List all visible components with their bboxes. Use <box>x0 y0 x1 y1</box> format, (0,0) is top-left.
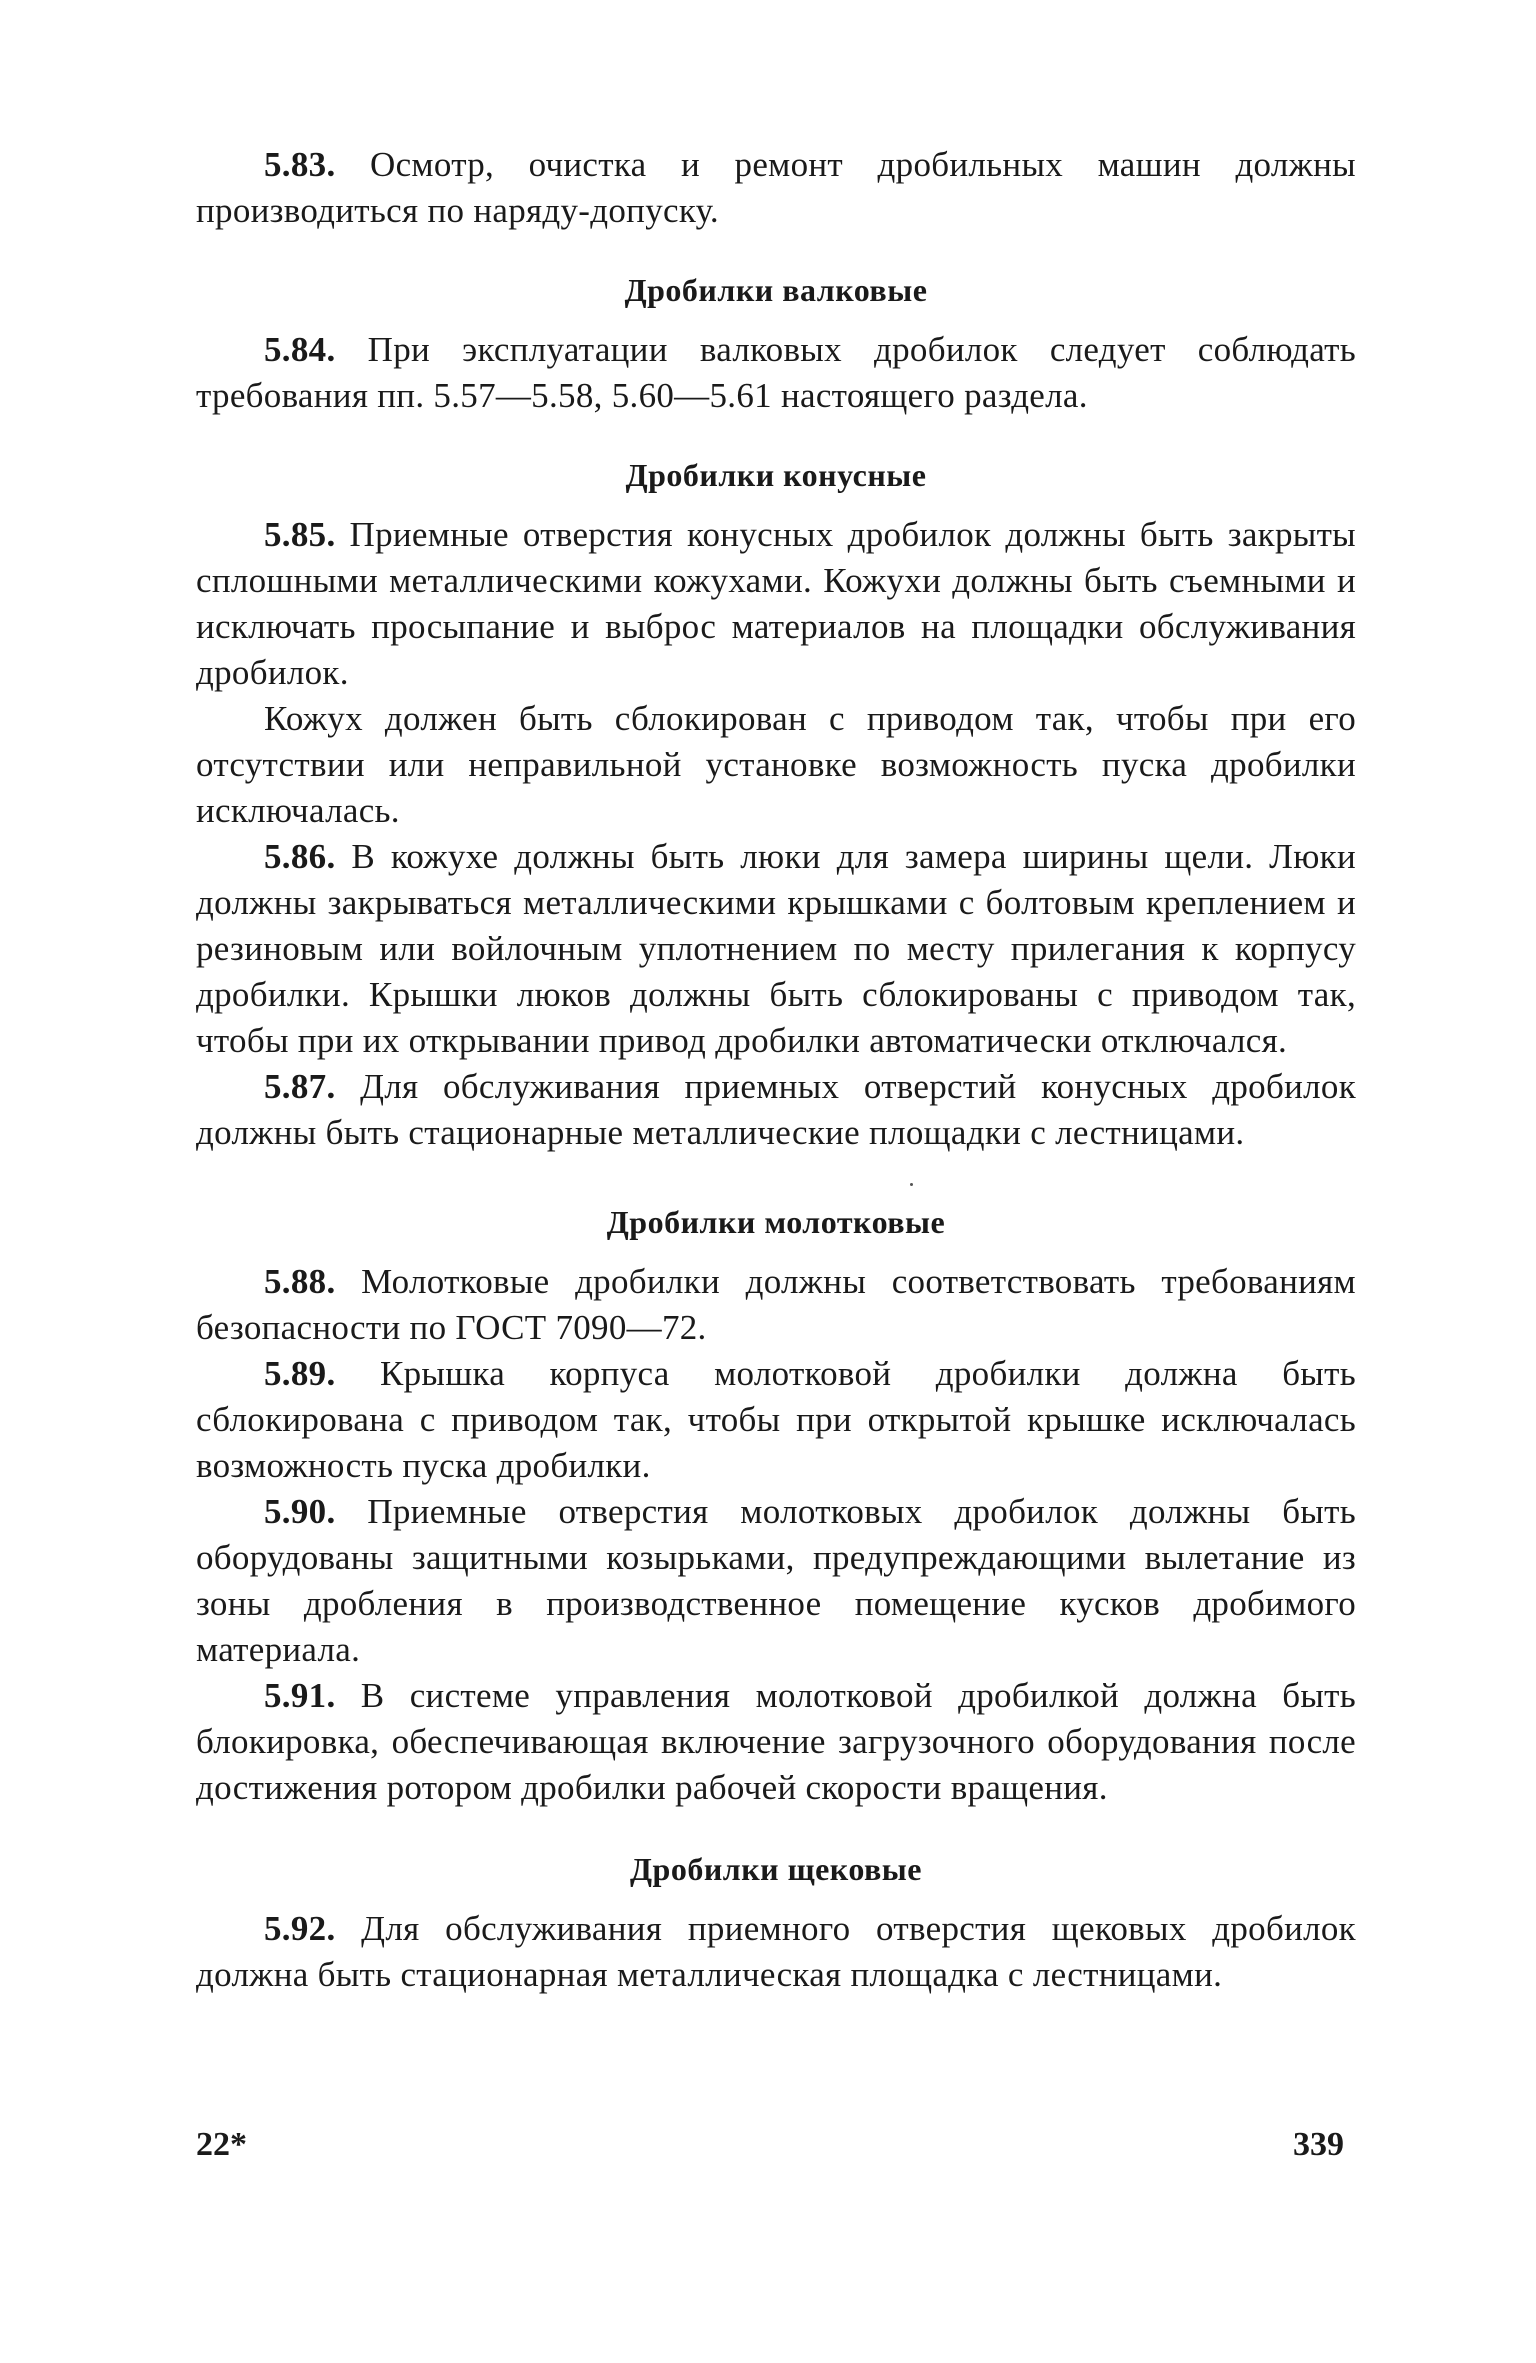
section-heading-cone-crushers: Дробилки конусные <box>625 457 927 493</box>
paragraph-text: Осмотр, очистка и ремонт дробильных машин должны производиться по наряду-допуску. <box>196 145 1356 230</box>
clause-number: 5.91. <box>264 1676 336 1715</box>
clause-number: 5.84. <box>264 330 336 369</box>
paragraph-5-88 <box>196 1259 1356 1351</box>
paragraph-text: В системе управления молотковой дробилкой должна быть блокировка, обеспечивающая включение загрузочного оборудования после достижения ротором дробилки рабочей скорости вращения. <box>196 1676 1356 1807</box>
paragraph-text: При эксплуатации валковых дробилок следует соблюдать требования пп. 5.57—5.58, 5.60—5.61 настоящего раздела. <box>196 330 1356 415</box>
paragraph-5-85-continued <box>196 696 1356 834</box>
clause-number: 5.87. <box>264 1067 336 1106</box>
paragraph-text: Молотковые дробилки должны соответствовать требованиям безопасности по ГОСТ 7090—72. <box>196 1262 1356 1347</box>
paragraph-text: Для обслуживания приемного отверстия щековых дробилок должна быть стационарная металлическая площадка с лестницами. <box>196 1909 1356 1994</box>
clause-number: 5.83. <box>264 145 336 184</box>
section-heading-roller-crushers: Дробилки валковые <box>624 272 928 308</box>
paragraph-text: Крышка корпуса молотковой дробилки должна быть сблокирована с приводом так, чтобы при открытой крышке исключалась возможность пуска дробилки. <box>196 1354 1356 1485</box>
clause-number: 5.88. <box>264 1262 336 1301</box>
clause-number: 5.86. <box>264 837 336 876</box>
clause-number: 5.92. <box>264 1909 336 1948</box>
paragraph-5-87 <box>196 1064 1356 1156</box>
paragraph-5-92 <box>196 1906 1356 1998</box>
text-column <box>196 142 1356 1998</box>
section-heading-hammer-crushers: Дробилки молотковые <box>606 1204 946 1240</box>
clause-number: 5.85. <box>264 515 336 554</box>
paragraph-5-83 <box>196 142 1356 234</box>
signature-mark: 22* <box>196 2126 247 2163</box>
paragraph-text: В кожухе должны быть люки для замера ширины щели. Люки должны закрываться металлическими крышками с болтовым креплением и резиновым или войлочным уплотнением по месту прилегания к корпусу дробилки. Крышки люков должны быть сблокированы с приводом так, чтобы при их открывании привод дробилки автоматически отключался. <box>196 837 1356 1060</box>
paragraph-text: Для обслуживания приемных отверстий конусных дробилок должны быть стационарные металлические площадки с лестницами. <box>196 1067 1356 1152</box>
paragraph-5-86 <box>196 834 1356 1064</box>
paragraph-text: Приемные отверстия молотковых дробилок должны быть оборудованы защитными козырьками, предупреждающими вылетание из зоны дробления в производственное помещение кусков дробимого материала. <box>196 1492 1356 1669</box>
print-speck <box>910 1183 913 1186</box>
paragraph-text: Кожух должен быть сблокирован с приводом так, чтобы при его отсутствии или неправильной установке возможность пуска дробилки исключалась. <box>196 699 1356 830</box>
clause-number: 5.90. <box>264 1492 336 1531</box>
paragraph-5-90 <box>196 1489 1356 1673</box>
paragraph-5-91 <box>196 1673 1356 1811</box>
paragraph-5-85 <box>196 512 1356 696</box>
page-number: 339 <box>1293 2126 1344 2163</box>
clause-number: 5.89. <box>264 1354 336 1393</box>
paragraph-5-89 <box>196 1351 1356 1489</box>
paragraph-5-84 <box>196 327 1356 419</box>
section-heading-jaw-crushers: Дробилки щековые <box>630 1851 922 1887</box>
paragraph-text: Приемные отверстия конусных дробилок должны быть закрыты сплошными металлическими кожухами. Кожухи должны быть съемными и исключать просыпание и выброс материалов на площадки обслуживания дробилок. <box>196 515 1356 692</box>
